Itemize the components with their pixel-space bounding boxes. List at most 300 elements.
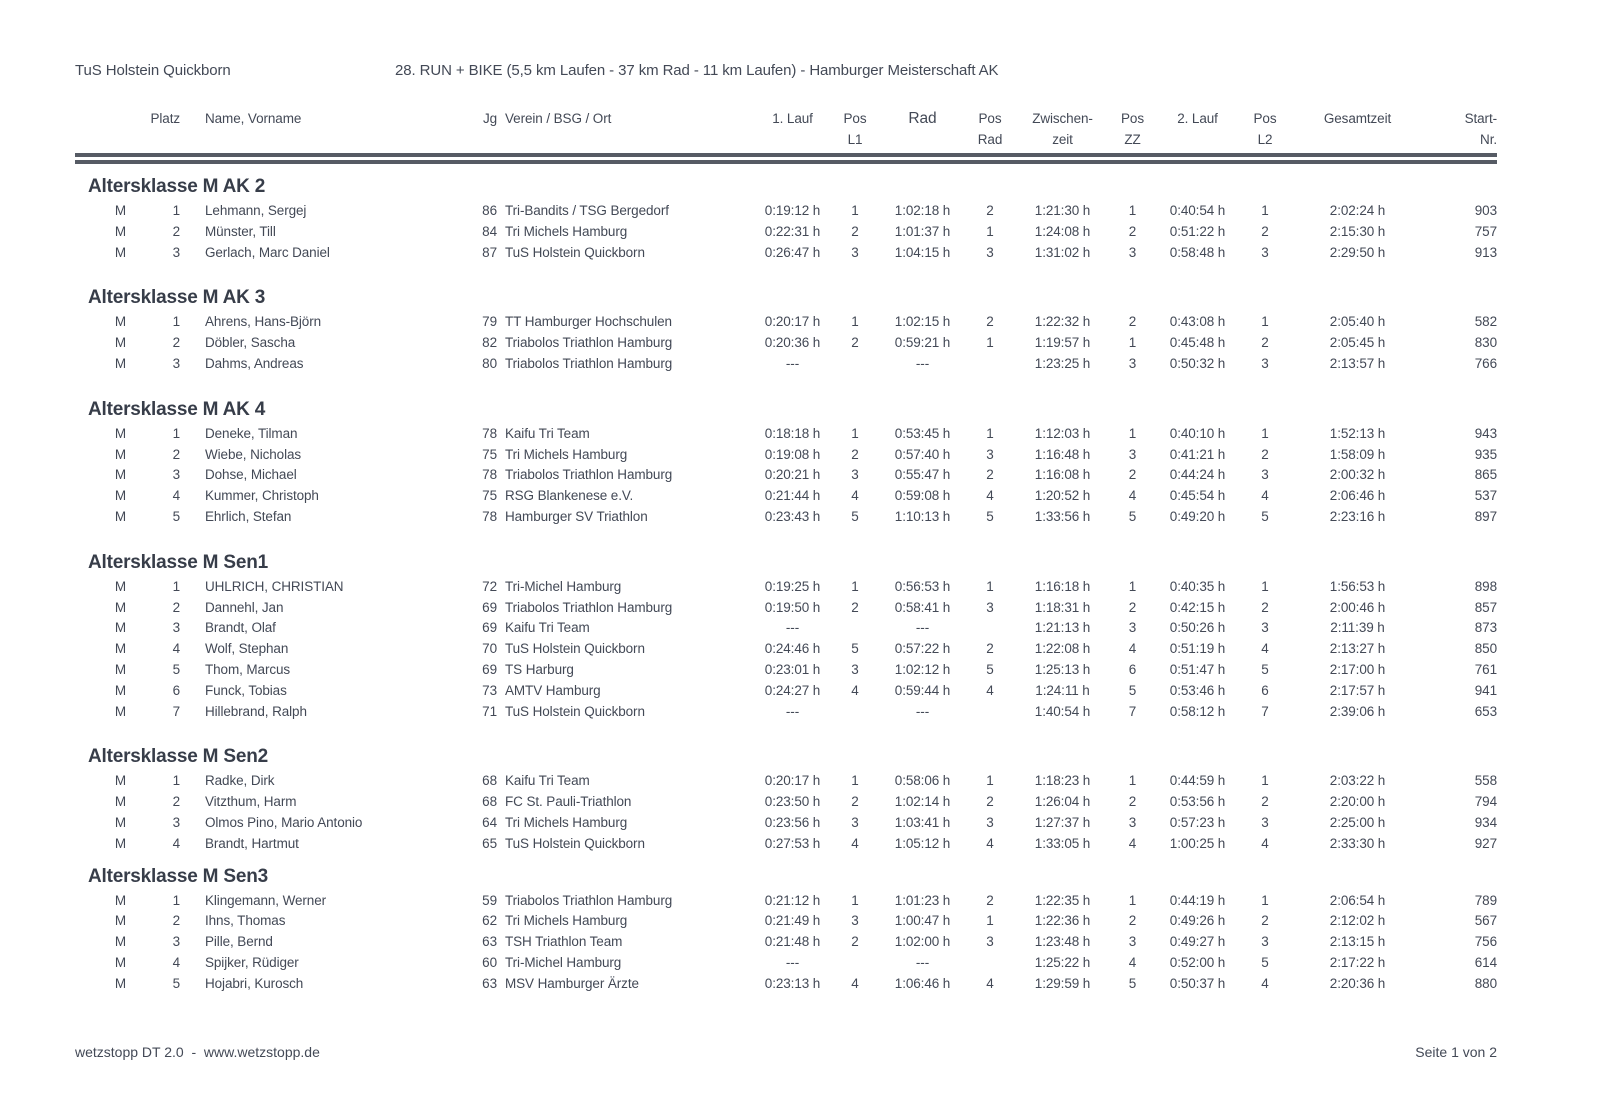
cell-club: TT Hamburger Hochschulen bbox=[505, 314, 672, 330]
cell-bike-pos: 3 bbox=[986, 446, 994, 462]
cell-split-time: 1:27:37 h bbox=[1034, 814, 1091, 830]
cell-gender: M bbox=[114, 773, 127, 789]
cell-gender: M bbox=[114, 892, 127, 908]
cell-run2-pos: 1 bbox=[1261, 203, 1269, 218]
cell-bike-time: 0:53:45 h bbox=[894, 425, 951, 441]
cell-split-pos: 5 bbox=[1128, 975, 1137, 991]
cell-bike-pos: 3 bbox=[986, 814, 994, 830]
cell-club: Kaifu Tri Team bbox=[505, 620, 590, 636]
cell-split-pos: 1 bbox=[1128, 892, 1137, 908]
cell-total-time: 2:17:57 h bbox=[1329, 682, 1386, 698]
cell-run1-time: 0:27:53 h bbox=[764, 835, 821, 851]
cell-club: Triabolos Triathlon Hamburg bbox=[505, 355, 673, 371]
cell-run1-time: --- bbox=[785, 954, 800, 970]
cell-bike-time: --- bbox=[915, 355, 930, 371]
section-heading: Altersklasse M Sen2 bbox=[88, 746, 268, 768]
cell-athlete-name: Döbler, Sascha bbox=[205, 335, 296, 351]
age-class-section bbox=[75, 287, 1497, 374]
cell-bike-time: 0:57:22 h bbox=[894, 641, 951, 657]
cell-bike-time: 0:58:06 h bbox=[894, 773, 951, 789]
document-footer bbox=[75, 1044, 1497, 1060]
cell-run2-pos: 4 bbox=[1261, 835, 1269, 851]
cell-run1-pos: 5 bbox=[851, 508, 859, 524]
cell-split-time: 1:33:05 h bbox=[1034, 835, 1091, 851]
cell-birth-year: 78 bbox=[482, 467, 497, 483]
cell-bike-pos: 2 bbox=[986, 314, 994, 330]
column-header-pos-l1: Pos L1 bbox=[843, 111, 867, 147]
cell-rank: 3 bbox=[172, 934, 180, 950]
cell-split-time: 1:22:08 h bbox=[1034, 641, 1091, 657]
result-row bbox=[75, 507, 1497, 528]
cell-bike-time: --- bbox=[915, 954, 930, 970]
cell-gender: M bbox=[114, 335, 127, 351]
cell-start-number: 558 bbox=[1474, 773, 1497, 789]
cell-split-pos: 2 bbox=[1128, 794, 1137, 810]
cell-athlete-name: Wolf, Stephan bbox=[205, 641, 289, 657]
cell-club: AMTV Hamburg bbox=[505, 682, 601, 698]
cell-run1-pos bbox=[830, 354, 880, 375]
cell-run1-pos: 1 bbox=[851, 203, 859, 218]
cell-split-time: 1:21:13 h bbox=[1034, 620, 1091, 636]
cell-total-time: 2:17:00 h bbox=[1329, 661, 1386, 677]
cell-bike-time: 1:02:15 h bbox=[894, 314, 951, 330]
cell-club: Tri-Michel Hamburg bbox=[505, 954, 622, 970]
cell-run2-time: 0:58:48 h bbox=[1169, 244, 1226, 260]
cell-split-time: 1:18:31 h bbox=[1034, 599, 1091, 615]
result-row bbox=[75, 813, 1497, 834]
column-header-pos-l2: Pos L2 bbox=[1253, 111, 1277, 147]
cell-run1-time: 0:21:49 h bbox=[764, 913, 821, 929]
cell-bike-pos: 2 bbox=[986, 641, 994, 657]
cell-split-pos: 5 bbox=[1128, 508, 1137, 524]
cell-split-pos: 2 bbox=[1128, 223, 1137, 239]
section-heading: Altersklasse M AK 4 bbox=[88, 398, 266, 420]
cell-rank: 1 bbox=[172, 773, 180, 789]
cell-club: Tri Michels Hamburg bbox=[505, 913, 628, 929]
cell-run2-pos: 3 bbox=[1261, 814, 1269, 830]
cell-split-pos: 2 bbox=[1128, 314, 1137, 330]
cell-gender: M bbox=[114, 913, 127, 929]
cell-rank: 3 bbox=[172, 244, 180, 260]
cell-run2-time: 0:44:19 h bbox=[1169, 892, 1226, 908]
cell-bike-pos: 4 bbox=[986, 975, 994, 991]
cell-bike-time: 0:58:41 h bbox=[894, 599, 951, 615]
cell-bike-pos: 1 bbox=[986, 335, 994, 351]
cell-athlete-name: Ehrlich, Stefan bbox=[205, 508, 292, 524]
cell-gender: M bbox=[114, 954, 127, 970]
cell-split-pos: 2 bbox=[1128, 467, 1137, 483]
cell-run1-pos: 3 bbox=[851, 661, 859, 677]
cell-rank: 4 bbox=[172, 954, 180, 970]
cell-bike-pos: 3 bbox=[986, 934, 994, 950]
cell-club: TS Harburg bbox=[505, 661, 574, 677]
cell-rank: 2 bbox=[172, 913, 180, 929]
cell-run2-pos: 7 bbox=[1261, 703, 1269, 719]
cell-run1-pos: 2 bbox=[851, 934, 859, 950]
result-row bbox=[75, 312, 1497, 333]
cell-birth-year: 72 bbox=[482, 578, 497, 594]
double-rule-bottom bbox=[75, 160, 1497, 164]
cell-club: TuS Holstein Quickborn bbox=[505, 835, 645, 851]
cell-split-time: 1:19:57 h bbox=[1034, 335, 1091, 351]
cell-athlete-name: Münster, Till bbox=[205, 223, 276, 239]
cell-split-pos: 4 bbox=[1128, 835, 1137, 851]
cell-rank: 4 bbox=[172, 835, 180, 851]
column-header-name: Name, Vorname bbox=[205, 111, 302, 126]
cell-run2-time: 0:52:00 h bbox=[1169, 954, 1226, 970]
cell-bike-pos bbox=[965, 702, 1015, 723]
cell-run2-pos: 1 bbox=[1261, 773, 1269, 789]
cell-total-time: 2:20:00 h bbox=[1329, 794, 1386, 810]
cell-bike-time: 1:10:13 h bbox=[894, 508, 951, 524]
cell-run2-pos: 1 bbox=[1261, 314, 1269, 330]
cell-gender: M bbox=[114, 620, 127, 636]
cell-start-number: 850 bbox=[1474, 641, 1497, 657]
cell-start-number: 766 bbox=[1474, 355, 1497, 371]
cell-bike-pos: 5 bbox=[986, 661, 994, 677]
cell-run2-time: 0:42:15 h bbox=[1169, 599, 1226, 615]
cell-start-number: 857 bbox=[1474, 599, 1497, 615]
result-row bbox=[75, 974, 1497, 995]
cell-run2-time: 0:45:54 h bbox=[1169, 488, 1226, 504]
cell-birth-year: 75 bbox=[482, 488, 497, 504]
cell-athlete-name: Thom, Marcus bbox=[205, 661, 291, 677]
result-row bbox=[75, 702, 1497, 723]
cell-bike-pos: 4 bbox=[986, 682, 994, 698]
cell-athlete-name: Lehmann, Sergej bbox=[205, 203, 307, 218]
cell-run2-time: 0:50:32 h bbox=[1169, 355, 1226, 371]
cell-run1-time: 0:22:31 h bbox=[764, 223, 821, 239]
cell-rank: 2 bbox=[172, 794, 180, 810]
cell-total-time: 1:52:13 h bbox=[1329, 425, 1386, 441]
cell-run1-time: 0:23:43 h bbox=[764, 508, 821, 524]
cell-athlete-name: Gerlach, Marc Daniel bbox=[205, 244, 330, 260]
cell-run2-pos: 3 bbox=[1261, 467, 1269, 483]
cell-split-pos: 4 bbox=[1128, 488, 1137, 504]
cell-rank: 4 bbox=[172, 641, 180, 657]
cell-split-pos: 3 bbox=[1128, 446, 1137, 462]
result-row bbox=[75, 201, 1497, 222]
result-row bbox=[75, 771, 1497, 792]
cell-run2-pos: 3 bbox=[1261, 934, 1269, 950]
cell-gender: M bbox=[114, 641, 127, 657]
cell-total-time: 2:25:00 h bbox=[1329, 814, 1386, 830]
result-row bbox=[75, 424, 1497, 445]
result-row bbox=[75, 932, 1497, 953]
cell-total-time: 2:05:40 h bbox=[1329, 314, 1386, 330]
cell-club: Kaifu Tri Team bbox=[505, 425, 590, 441]
cell-total-time: 1:56:53 h bbox=[1329, 578, 1386, 594]
cell-bike-pos: 2 bbox=[986, 203, 994, 218]
cell-total-time: 2:23:16 h bbox=[1329, 508, 1386, 524]
cell-athlete-name: Spijker, Rüdiger bbox=[205, 954, 299, 970]
cell-start-number: 943 bbox=[1474, 425, 1497, 441]
cell-total-time: 2:03:22 h bbox=[1329, 773, 1386, 789]
cell-run2-pos: 5 bbox=[1261, 661, 1269, 677]
cell-birth-year: 59 bbox=[482, 892, 497, 908]
result-row bbox=[75, 222, 1497, 243]
cell-run2-pos: 5 bbox=[1261, 508, 1269, 524]
cell-rank: 2 bbox=[172, 599, 180, 615]
cell-total-time: 2:39:06 h bbox=[1329, 703, 1386, 719]
cell-total-time: 1:58:09 h bbox=[1329, 446, 1386, 462]
cell-run2-time: 0:44:59 h bbox=[1169, 773, 1226, 789]
cell-run2-pos: 1 bbox=[1261, 578, 1269, 594]
cell-birth-year: 75 bbox=[482, 446, 497, 462]
cell-gender: M bbox=[114, 661, 127, 677]
cell-run2-pos: 1 bbox=[1261, 892, 1269, 908]
cell-bike-time: 1:06:46 h bbox=[894, 975, 951, 991]
cell-run1-pos: 1 bbox=[851, 773, 859, 789]
age-class-section bbox=[75, 866, 1497, 995]
cell-gender: M bbox=[114, 355, 127, 371]
cell-athlete-name: Wiebe, Nicholas bbox=[205, 446, 302, 462]
cell-split-time: 1:29:59 h bbox=[1034, 975, 1091, 991]
cell-run2-pos: 3 bbox=[1261, 244, 1269, 260]
cell-total-time: 2:15:30 h bbox=[1329, 223, 1386, 239]
cell-run1-time: 0:19:25 h bbox=[764, 578, 821, 594]
cell-birth-year: 79 bbox=[482, 314, 497, 330]
cell-total-time: 2:13:57 h bbox=[1329, 355, 1386, 371]
cell-athlete-name: Klingemann, Werner bbox=[205, 892, 327, 908]
cell-gender: M bbox=[114, 814, 127, 830]
cell-total-time: 2:17:22 h bbox=[1329, 954, 1386, 970]
cell-birth-year: 63 bbox=[482, 934, 497, 950]
cell-bike-pos: 2 bbox=[986, 892, 994, 908]
page-number: Seite 1 von 2 bbox=[1415, 1044, 1497, 1060]
cell-rank: 3 bbox=[172, 814, 180, 830]
cell-gender: M bbox=[114, 682, 127, 698]
cell-rank: 3 bbox=[172, 467, 180, 483]
cell-bike-time: 1:00:47 h bbox=[894, 913, 951, 929]
cell-split-time: 1:20:52 h bbox=[1034, 488, 1091, 504]
cell-athlete-name: Hillebrand, Ralph bbox=[205, 703, 307, 719]
cell-athlete-name: Pille, Bernd bbox=[205, 934, 273, 950]
cell-birth-year: 87 bbox=[482, 244, 497, 260]
cell-birth-year: 64 bbox=[482, 814, 497, 830]
cell-birth-year: 84 bbox=[482, 223, 497, 239]
cell-run2-time: 1:00:25 h bbox=[1169, 835, 1226, 851]
cell-run2-pos: 3 bbox=[1261, 355, 1269, 371]
cell-start-number: 941 bbox=[1474, 682, 1497, 698]
cell-club: Tri-Bandits / TSG Bergedorf bbox=[505, 203, 669, 218]
cell-run2-pos: 2 bbox=[1261, 913, 1269, 929]
club-name: TuS Holstein Quickborn bbox=[75, 62, 231, 79]
cell-athlete-name: Dannehl, Jan bbox=[205, 599, 284, 615]
cell-split-time: 1:16:18 h bbox=[1034, 578, 1091, 594]
cell-bike-time: 0:57:40 h bbox=[894, 446, 951, 462]
cell-club: Triabolos Triathlon Hamburg bbox=[505, 467, 673, 483]
result-row bbox=[75, 639, 1497, 660]
result-row bbox=[75, 465, 1497, 486]
section-rows bbox=[75, 312, 1497, 374]
column-header-lauf1: 1. Lauf bbox=[772, 111, 813, 126]
cell-rank: 1 bbox=[172, 892, 180, 908]
cell-run2-time: 0:50:37 h bbox=[1169, 975, 1226, 991]
cell-run2-time: 0:53:56 h bbox=[1169, 794, 1226, 810]
age-class-section bbox=[75, 176, 1497, 263]
cell-club: Hamburger SV Triathlon bbox=[505, 508, 648, 524]
cell-bike-time: 1:05:12 h bbox=[894, 835, 951, 851]
cell-run1-pos bbox=[830, 953, 880, 974]
cell-split-pos: 4 bbox=[1128, 641, 1137, 657]
results-body bbox=[75, 176, 1497, 995]
column-header-gender bbox=[75, 108, 140, 150]
table-header-row bbox=[75, 108, 1497, 150]
cell-run1-time: 0:26:47 h bbox=[764, 244, 821, 260]
cell-start-number: 913 bbox=[1474, 244, 1497, 260]
cell-run1-time: 0:23:13 h bbox=[764, 975, 821, 991]
cell-rank: 5 bbox=[172, 661, 180, 677]
cell-gender: M bbox=[114, 488, 127, 504]
cell-athlete-name: UHLRICH, CHRISTIAN bbox=[205, 578, 344, 594]
cell-rank: 2 bbox=[172, 446, 180, 462]
cell-bike-time: --- bbox=[915, 703, 930, 719]
column-header-platz: Platz bbox=[150, 111, 180, 126]
cell-run1-time: 0:20:36 h bbox=[764, 335, 821, 351]
result-row bbox=[75, 792, 1497, 813]
cell-rank: 4 bbox=[172, 488, 180, 504]
cell-run1-pos bbox=[830, 618, 880, 639]
cell-split-pos: 3 bbox=[1128, 620, 1137, 636]
cell-bike-pos: 2 bbox=[986, 467, 994, 483]
cell-bike-time: 1:02:18 h bbox=[894, 203, 951, 218]
cell-run2-pos: 2 bbox=[1261, 223, 1269, 239]
cell-bike-pos: 4 bbox=[986, 488, 994, 504]
cell-gender: M bbox=[114, 578, 127, 594]
cell-bike-time: 0:59:44 h bbox=[894, 682, 951, 698]
cell-club: Tri Michels Hamburg bbox=[505, 223, 628, 239]
cell-run1-pos: 4 bbox=[851, 835, 859, 851]
cell-split-pos: 1 bbox=[1128, 203, 1137, 218]
cell-bike-time: 0:59:08 h bbox=[894, 488, 951, 504]
cell-run1-time: 0:21:44 h bbox=[764, 488, 821, 504]
cell-start-number: 897 bbox=[1474, 508, 1497, 524]
cell-start-number: 761 bbox=[1474, 661, 1497, 677]
cell-run1-time: 0:23:56 h bbox=[764, 814, 821, 830]
cell-start-number: 789 bbox=[1474, 892, 1497, 908]
cell-run2-pos: 2 bbox=[1261, 794, 1269, 810]
cell-split-time: 1:23:25 h bbox=[1034, 355, 1091, 371]
cell-gender: M bbox=[114, 794, 127, 810]
cell-total-time: 2:12:02 h bbox=[1329, 913, 1386, 929]
column-header-pos-rad: Pos Rad bbox=[977, 111, 1003, 147]
cell-rank: 3 bbox=[172, 620, 180, 636]
section-heading: Altersklasse M Sen1 bbox=[88, 551, 268, 573]
cell-bike-time: 1:01:37 h bbox=[894, 223, 951, 239]
cell-run1-pos: 3 bbox=[851, 814, 859, 830]
result-row bbox=[75, 953, 1497, 974]
cell-run1-time: 0:20:21 h bbox=[764, 467, 821, 483]
cell-run2-pos: 2 bbox=[1261, 335, 1269, 351]
column-header-startnr: Start- Nr. bbox=[1464, 111, 1497, 147]
cell-birth-year: 78 bbox=[482, 425, 497, 441]
cell-club: TuS Holstein Quickborn bbox=[505, 703, 645, 719]
cell-run2-pos: 1 bbox=[1261, 425, 1269, 441]
cell-gender: M bbox=[114, 314, 127, 330]
cell-rank: 1 bbox=[172, 314, 180, 330]
cell-gender: M bbox=[114, 446, 127, 462]
cell-start-number: 927 bbox=[1474, 835, 1497, 851]
cell-run1-pos: 4 bbox=[851, 488, 859, 504]
cell-run1-pos: 3 bbox=[851, 467, 859, 483]
cell-run2-time: 0:40:35 h bbox=[1169, 578, 1226, 594]
cell-birth-year: 78 bbox=[482, 508, 497, 524]
cell-start-number: 653 bbox=[1474, 703, 1497, 719]
cell-split-time: 1:18:23 h bbox=[1034, 773, 1091, 789]
result-row bbox=[75, 333, 1497, 354]
cell-start-number: 873 bbox=[1474, 620, 1497, 636]
cell-split-time: 1:12:03 h bbox=[1034, 425, 1091, 441]
cell-bike-time: 1:01:23 h bbox=[894, 892, 951, 908]
cell-run2-time: 0:45:48 h bbox=[1169, 335, 1226, 351]
cell-run1-time: 0:24:27 h bbox=[764, 682, 821, 698]
cell-club: Tri Michels Hamburg bbox=[505, 814, 628, 830]
column-header-lauf2: 2. Lauf bbox=[1177, 111, 1218, 126]
cell-bike-pos bbox=[965, 618, 1015, 639]
cell-split-pos: 5 bbox=[1128, 682, 1137, 698]
cell-run2-time: 0:51:47 h bbox=[1169, 661, 1226, 677]
cell-bike-pos: 3 bbox=[986, 244, 994, 260]
cell-split-pos: 1 bbox=[1128, 425, 1137, 441]
cell-birth-year: 80 bbox=[482, 355, 497, 371]
cell-gender: M bbox=[114, 467, 127, 483]
cell-split-pos: 6 bbox=[1128, 661, 1137, 677]
cell-split-pos: 1 bbox=[1128, 773, 1137, 789]
cell-run1-pos: 2 bbox=[851, 794, 859, 810]
cell-split-time: 1:22:32 h bbox=[1034, 314, 1091, 330]
cell-run2-time: 0:50:26 h bbox=[1169, 620, 1226, 636]
result-row bbox=[75, 660, 1497, 681]
section-heading: Altersklasse M Sen3 bbox=[88, 865, 268, 887]
cell-run2-time: 0:51:19 h bbox=[1169, 641, 1226, 657]
cell-split-pos: 7 bbox=[1128, 703, 1137, 719]
cell-birth-year: 69 bbox=[482, 599, 497, 615]
cell-gender: M bbox=[114, 203, 127, 218]
cell-run1-time: 0:19:12 h bbox=[764, 203, 821, 218]
cell-birth-year: 68 bbox=[482, 773, 497, 789]
cell-bike-time: 1:03:41 h bbox=[894, 814, 951, 830]
section-rows bbox=[75, 891, 1497, 995]
cell-total-time: 2:29:50 h bbox=[1329, 244, 1386, 260]
header-separator bbox=[75, 153, 1497, 164]
cell-total-time: 2:13:15 h bbox=[1329, 934, 1386, 950]
cell-run1-pos: 2 bbox=[851, 599, 859, 615]
double-rule-top bbox=[75, 153, 1497, 157]
cell-bike-pos: 1 bbox=[986, 913, 994, 929]
cell-bike-time: 0:56:53 h bbox=[894, 578, 951, 594]
cell-athlete-name: Funck, Tobias bbox=[205, 682, 287, 698]
cell-run2-time: 0:51:22 h bbox=[1169, 223, 1226, 239]
cell-bike-time: 1:02:00 h bbox=[894, 934, 951, 950]
cell-birth-year: 69 bbox=[482, 620, 497, 636]
cell-birth-year: 82 bbox=[482, 335, 497, 351]
cell-athlete-name: Ahrens, Hans-Björn bbox=[205, 314, 322, 330]
cell-split-time: 1:24:08 h bbox=[1034, 223, 1091, 239]
cell-split-time: 1:24:11 h bbox=[1035, 682, 1090, 698]
column-header-pos-zz: Pos ZZ bbox=[1121, 111, 1144, 147]
cell-birth-year: 65 bbox=[482, 835, 497, 851]
cell-split-time: 1:26:04 h bbox=[1034, 794, 1091, 810]
cell-bike-time: --- bbox=[915, 620, 930, 636]
cell-run1-pos: 4 bbox=[851, 975, 859, 991]
cell-birth-year: 86 bbox=[482, 203, 497, 218]
cell-split-time: 1:25:13 h bbox=[1034, 661, 1091, 677]
cell-bike-pos: 3 bbox=[986, 599, 994, 615]
event-title: 28. RUN + BIKE (5,5 km Laufen - 37 km Rad - 11 km Laufen) - Hamburger Meisterschaft AK bbox=[395, 62, 999, 79]
section-rows bbox=[75, 577, 1497, 723]
cell-total-time: 2:06:46 h bbox=[1329, 488, 1386, 504]
